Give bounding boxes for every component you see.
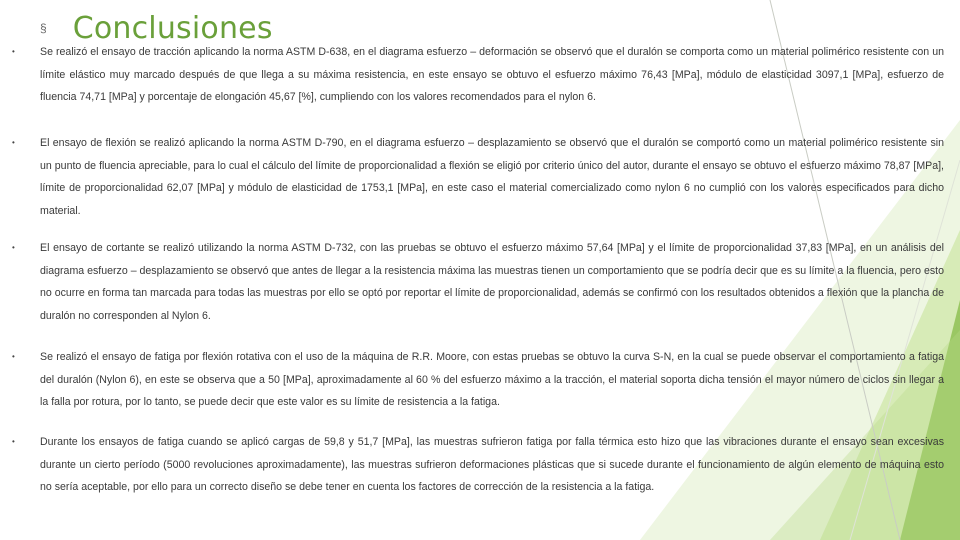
conclusion-paragraph-cortante <box>12 237 944 327</box>
paragraph-text: El ensayo de flexión se realizó aplicando la norma ASTM D-790, en el diagrama esfuerzo – desplazamiento se observó que el duralón se comportó como un material polimérico resistente sin un punto de fluencia apreciable, para lo cual el cálculo del límite de proporcionalidad a flexión se eligió por criterio único del autor, durante el ensayo se obtuvo el esfuerzo máximo 78,87 [MPa], límite de proporcionalidad 62,07 [MPa] y módulo de elasticidad de 1753,1 [MPa], en este caso el material comercializado como nylon 6 no cumplió con los valores especificados para dicho material. <box>40 137 944 217</box>
paragraph-text: Se realizó el ensayo de fatiga por flexión rotativa con el uso de la máquina de R.R. Moore, con estas pruebas se obtuvo la curva S-N, en la cual se puede observar el comportamiento a fatiga del duralón (Nylon 6), en este se observa que a 50 [MPa], aproximadamente al 60 % del esfuerzo máximo a la tracción, el material soporta dicha tensión el mayor número de ciclos sin llegar a la falla por rotura, por lo tanto, se puede decir que este valor es su límite de resistencia a la fatiga. <box>40 351 944 408</box>
conclusion-paragraph-falla-termica <box>12 431 944 499</box>
paragraph-text: Durante los ensayos de fatiga cuando se aplicó cargas de 59,8 y 51,7 [MPa], las muestras sufrieron fatiga por falla térmica esto hizo que las vibraciones durante el ensayo sean excesivas durante un cierto período (5000 revoluciones aproximadamente), las muestras sufrieron deformaciones plásticas que si sucede durante el funcionamiento de algún elemento de máquina esto no sería aceptable, por ello para un correcto diseño se debe tener en cuenta los factores de corrección de la resistencia a la fatiga. <box>40 436 944 493</box>
conclusion-paragraph-fatiga <box>12 346 944 414</box>
conclusion-paragraph-flexion <box>12 132 944 222</box>
bullet-dot-icon: • <box>12 352 15 361</box>
slide-title: Conclusiones <box>72 10 273 46</box>
bullet-dot-icon: • <box>12 437 15 446</box>
title-bullet-icon: § <box>40 21 47 35</box>
bullet-dot-icon: • <box>12 243 15 252</box>
conclusion-paragraph-traccion <box>12 41 944 109</box>
paragraph-text: Se realizó el ensayo de tracción aplicando la norma ASTM D-638, en el diagrama esfuerzo – deformación se observó que el duralón se comporta como un material polimérico resistente con un límite elástico muy marcado después de que llega a su máxima resistencia, en este ensayo se obtuvo el esfuerzo máximo 76,43 [MPa], módulo de elasticidad 3097,1 [MPa], esfuerzo de fluencia 74,71 [MPa] y porcentaje de elongación 45,67 [%], cumpliendo con los valores recomendados para el nylon 6. <box>40 46 944 103</box>
bullet-dot-icon: • <box>12 138 15 147</box>
paragraph-text: El ensayo de cortante se realizó utilizando la norma ASTM D-732, con las pruebas se obtuvo el esfuerzo máximo 57,64 [MPa] y el límite de proporcionalidad 37,83 [MPa], en un análisis del diagrama esfuerzo – desplazamiento se observó que antes de llegar a la resistencia máxima las muestras tienen un comportamiento que se podría decir que es su límite a la fluencia, pero esto no ocurre en forma tan marcada para todas las muestras por ello se optó por reportar el límite de proporcionalidad, además se confirmó con los resultados obtenidos a flexión que la plancha de duralón no corresponden al Nylon 6. <box>40 242 944 322</box>
bullet-dot-icon: • <box>12 47 15 56</box>
